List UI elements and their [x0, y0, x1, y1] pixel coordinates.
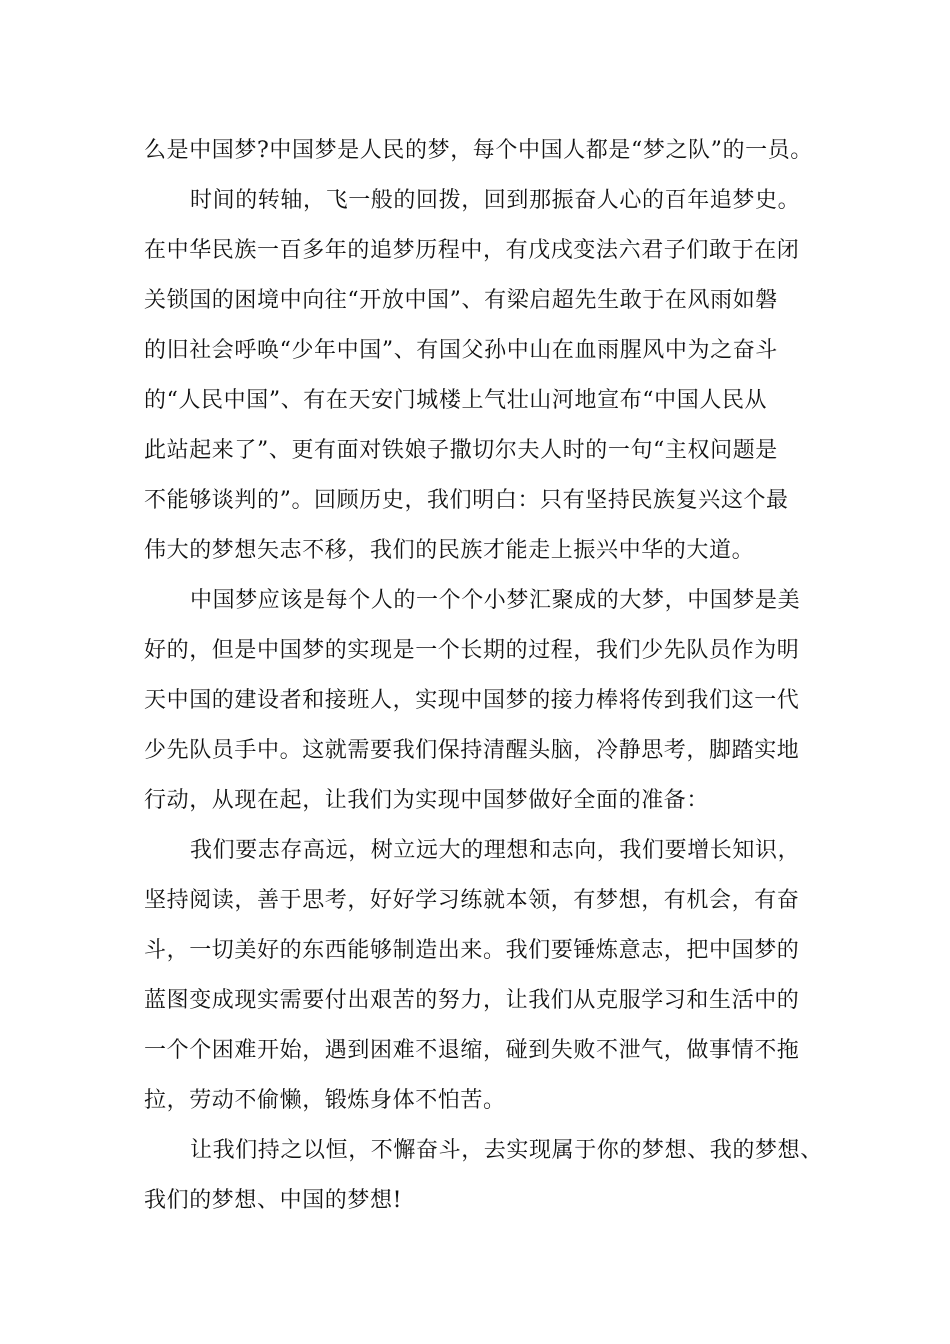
text-line: 在中华民族一百多年的追梦历程中，有戊戌变法六君子们敢于在闭: [144, 238, 800, 263]
text-line: 行动，从现在起，让我们为实现中国梦做好全面的准备：: [144, 788, 710, 813]
text-line: 拉，劳动不偷懒，锻炼身体不怕苦。: [144, 1088, 506, 1113]
text-line: 坚持阅读，善于思考，好好学习练就本领，有梦想，有机会，有奋: [144, 888, 800, 913]
text-line: 好的，但是中国梦的实现是一个长期的过程，我们少先队员作为明: [144, 638, 800, 663]
text-line: 么是中国梦?中国梦是人民的梦，每个中国人都是“梦之队”的一员。: [144, 138, 813, 163]
text-line: 我们的梦想、中国的梦想!: [144, 1188, 403, 1213]
text-line: 我们要志存高远，树立远大的理想和志向，我们要增长知识，: [190, 838, 801, 863]
text-line: 少先队员手中。这就需要我们保持清醒头脑，冷静思考，脚踏实地: [144, 738, 800, 763]
text-line: 一个个困难开始，遇到困难不退缩，碰到失败不泄气，做事情不拖: [144, 1038, 800, 1063]
text-line: 天中国的建设者和接班人，实现中国梦的接力棒将传到我们这一代: [144, 688, 800, 713]
text-line: 不能够谈判的”。回顾历史，我们明白：只有坚持民族复兴这个最: [144, 488, 789, 513]
text-line: 让我们持之以恒，不懈奋斗，去实现属于你的梦想、我的梦想、: [190, 1138, 823, 1163]
text-line: 时间的转轴，飞一般的回拨，回到那振奋人心的百年追梦史。: [190, 188, 801, 213]
text-line: 的旧社会呼唤“少年中国”、有国父孙中山在血雨腥风中为之奋斗: [144, 338, 778, 363]
text-line: 中国梦应该是每个人的一个个小梦汇聚成的大梦，中国梦是美: [190, 588, 801, 613]
text-line: 关锁国的困境中向往“开放中国”、有梁启超先生敢于在风雨如磐: [144, 288, 778, 313]
text-line: 此站起来了”、更有面对铁娘子撒切尔夫人时的一句“主权问题是: [144, 438, 778, 463]
text-line: 的“人民中国”、有在天安门城楼上气壮山河地宣布“中国人民从: [144, 388, 768, 413]
text-line: 蓝图变成现实需要付出艰苦的努力，让我们从克服学习和生活中的: [144, 988, 800, 1013]
document-body: [144, 126, 824, 1226]
text-line: 斗，一切美好的东西能够制造出来。我们要锤炼意志，把中国梦的: [144, 938, 800, 963]
text-line: 伟大的梦想矢志不移，我们的民族才能走上振兴中华的大道。: [144, 538, 755, 563]
